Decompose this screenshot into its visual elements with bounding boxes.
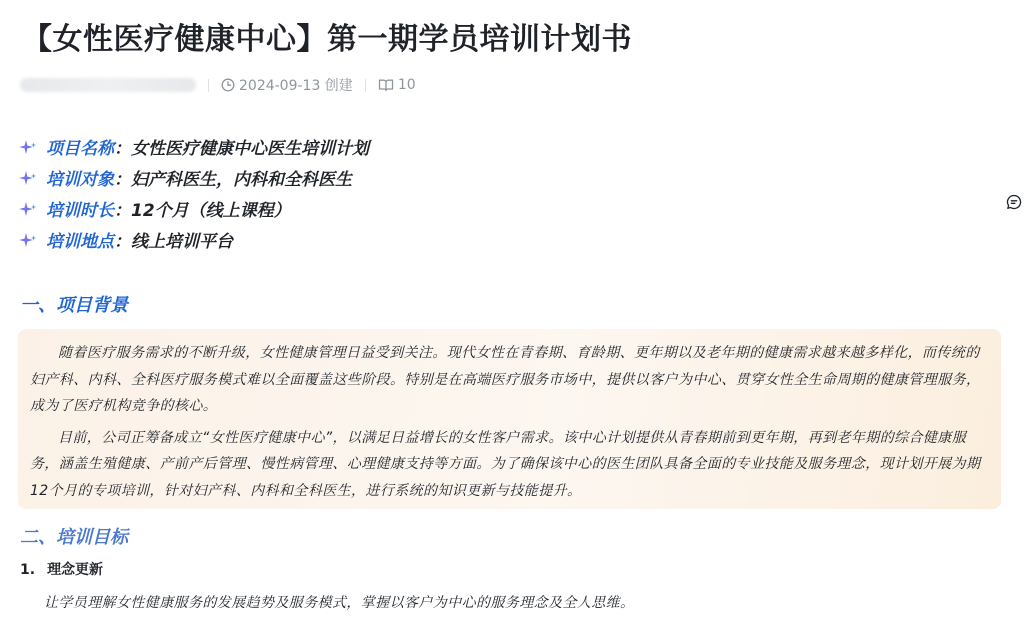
doc-meta-bar [20, 74, 416, 96]
sparkle-icon [18, 199, 38, 219]
info-value: 女性医疗健康中心医生培训计划 [131, 139, 369, 159]
created-date-text: 2024-09-13 创建 [239, 78, 353, 94]
section-heading-background: 一、项目背景 [20, 295, 128, 316]
read-count[interactable] [378, 77, 416, 93]
paragraph: 目前，公司正筹备成立“女性医疗健康中心”，以满足日益增长的女性客户需求。该中心计划提供从青春期前到更年期，再到老年期的综合健康服务，涵盖生殖健康、产前产后管理、慢性病管理、心理健康支持等方面。为了确保该中心的医生团队具备全面的专业技能及服务理念，现计划开展为期12个月的专项培训，针对妇产科、内科和全科医生，进行系统的知识更新与技能提升。 [30, 429, 981, 499]
info-key: 培训时长 [46, 201, 114, 221]
info-row-location: 培训地点 ： 线上培训平台 [18, 224, 369, 255]
background-callout [18, 329, 1001, 509]
page-title: 【女性医疗健康中心】第一期学员培训计划书 [22, 22, 632, 57]
list-number: 1. [20, 562, 36, 578]
paragraph: 随着医疗服务需求的不断升级，女性健康管理日益受到关注。现代女性在青春期、育龄期、更年期以及老年期的健康需求越来越多样化，而传统的妇产科、内科、全科医疗服务模式难以全面覆盖这些阶段。特别是在高端医疗服务市场中，提供以客户为中心、贯穿女性全生命周期的健康管理服务，成为了医疗机构竞争的核心。 [30, 345, 981, 414]
list-item-title [20, 559, 103, 579]
info-value: 12个月（线上课程） [131, 201, 291, 221]
author-blurred[interactable] [20, 78, 196, 92]
divider [208, 79, 209, 92]
clock-icon [221, 78, 235, 92]
project-info-list [18, 131, 369, 255]
info-row-duration: 培训时长 ： 12个月（线上课程） [18, 193, 369, 224]
created-date [221, 75, 353, 95]
info-row-trainees: 培训对象 ： 妇产科医生，内科和全科医生 [18, 162, 369, 193]
info-key: 培训地点 [46, 232, 114, 252]
list-item-heading: 理念更新 [47, 562, 104, 578]
comment-icon[interactable] [1006, 194, 1022, 210]
sparkle-icon [18, 137, 38, 157]
info-row-project-name: 项目名称 ： 女性医疗健康中心医生培训计划 [18, 131, 369, 162]
read-count-text: 10 [397, 77, 416, 93]
section-heading-goals: 二、培训目标 [20, 527, 128, 548]
sparkle-icon [18, 230, 38, 250]
info-key: 培训对象 [46, 170, 114, 190]
sparkle-icon [18, 168, 38, 188]
book-icon [378, 78, 394, 92]
info-value: 线上培训平台 [131, 232, 233, 252]
info-key: 项目名称 [46, 139, 114, 159]
list-item-body: 让学员理解女性健康服务的发展趋势及服务模式，掌握以客户为中心的服务理念及全人思维。 [44, 595, 635, 611]
divider [365, 79, 366, 92]
info-value: 妇产科医生，内科和全科医生 [131, 170, 352, 190]
